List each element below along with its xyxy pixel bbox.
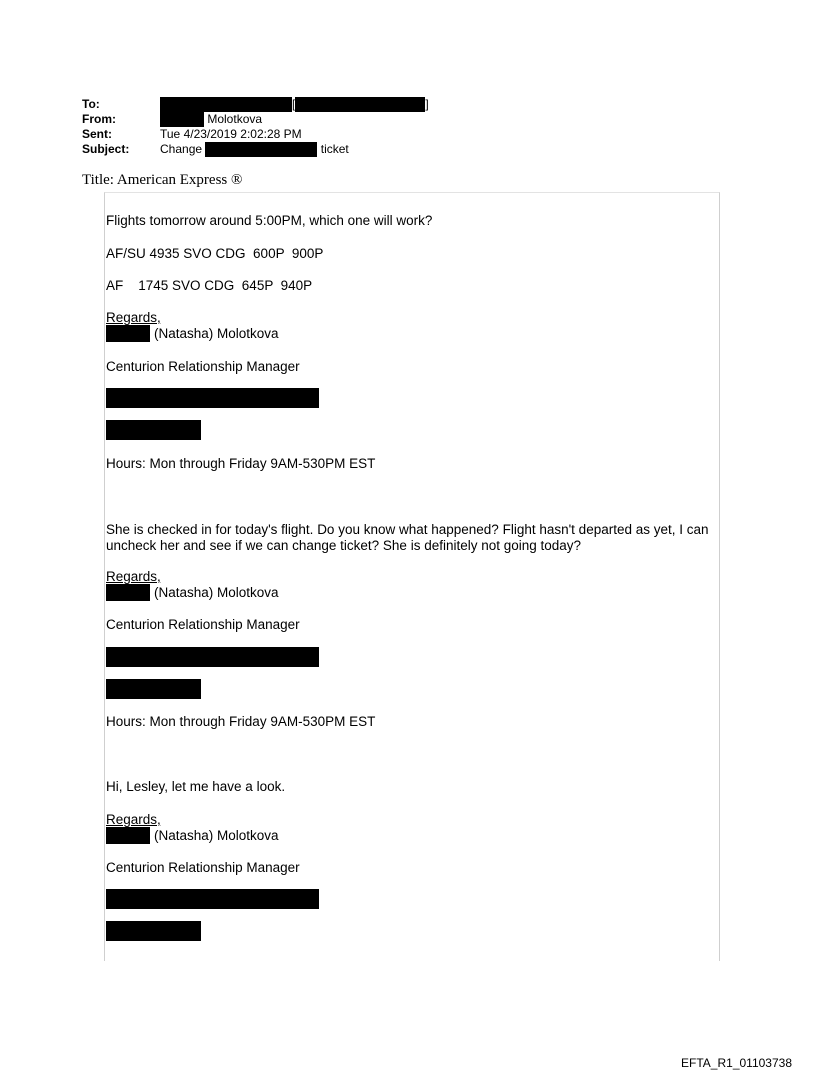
message1-line3: AF 1745 SVO CDG 645P 940P — [106, 278, 313, 293]
redaction-bar — [106, 584, 150, 601]
from-value — [160, 112, 262, 127]
redaction-bar — [295, 97, 425, 112]
sent-label: Sent: — [82, 127, 112, 141]
redaction-bar — [106, 388, 319, 408]
from-name: Molotkova — [207, 112, 263, 126]
regards-text: Regards, — [106, 569, 161, 584]
signature-hours: Hours: Mon through Friday 9AM-530PM EST — [106, 456, 376, 471]
redaction-bar — [106, 679, 201, 699]
to-bracket-open: [ — [292, 97, 296, 111]
signature-name: (Natasha) Molotkova — [154, 828, 279, 843]
redaction-bar — [205, 142, 317, 157]
to-value — [160, 97, 429, 112]
regards-text: Regards, — [106, 812, 161, 827]
signature-name: (Natasha) Molotkova — [154, 326, 279, 341]
redaction-bar — [160, 97, 292, 112]
redaction-bar — [106, 325, 150, 342]
from-label: From: — [82, 112, 116, 126]
subject-row — [82, 142, 542, 157]
signature-hours: Hours: Mon through Friday 9AM-530PM EST — [106, 714, 376, 729]
message2-text: She is checked in for today's flight. Do you know what happened? Flight hasn't departed as yet, I can uncheck her and see if we can change ticket? She is definitely not going today? — [106, 522, 709, 553]
sent-row — [82, 127, 542, 142]
message1-line2: AF/SU 4935 SVO CDG 600P 900P — [106, 246, 324, 261]
subject-prefix: Change — [160, 142, 203, 156]
subject-label: Subject: — [82, 142, 130, 156]
signature-role: Centurion Relationship Manager — [106, 359, 300, 374]
regards-text: Regards, — [106, 310, 161, 325]
document-id: EFTA_R1_01103738 — [681, 1056, 792, 1070]
message-frame — [104, 192, 720, 961]
to-bracket-close: ] — [425, 97, 429, 111]
redaction-bar — [106, 420, 201, 440]
signature-name: (Natasha) Molotkova — [154, 585, 279, 600]
email-header — [82, 97, 542, 157]
message3-text: Hi, Lesley, let me have a look. — [106, 779, 286, 794]
redaction-bar — [106, 827, 150, 844]
to-label: To: — [82, 97, 100, 111]
to-row — [82, 97, 542, 112]
redaction-bar — [106, 889, 319, 909]
from-row — [82, 112, 542, 127]
sent-value: Tue 4/23/2019 2:02:28 PM — [160, 127, 302, 141]
redaction-bar — [106, 647, 319, 667]
subject-suffix: ticket — [320, 142, 349, 156]
signature-role: Centurion Relationship Manager — [106, 860, 300, 875]
redaction-bar — [106, 921, 201, 941]
redaction-bar — [160, 112, 204, 127]
subject-value — [160, 142, 349, 157]
document-title: Title: American Express ® — [82, 172, 243, 188]
signature-role: Centurion Relationship Manager — [106, 617, 300, 632]
message1-line1: Flights tomorrow around 5:00PM, which one will work? — [106, 213, 433, 228]
